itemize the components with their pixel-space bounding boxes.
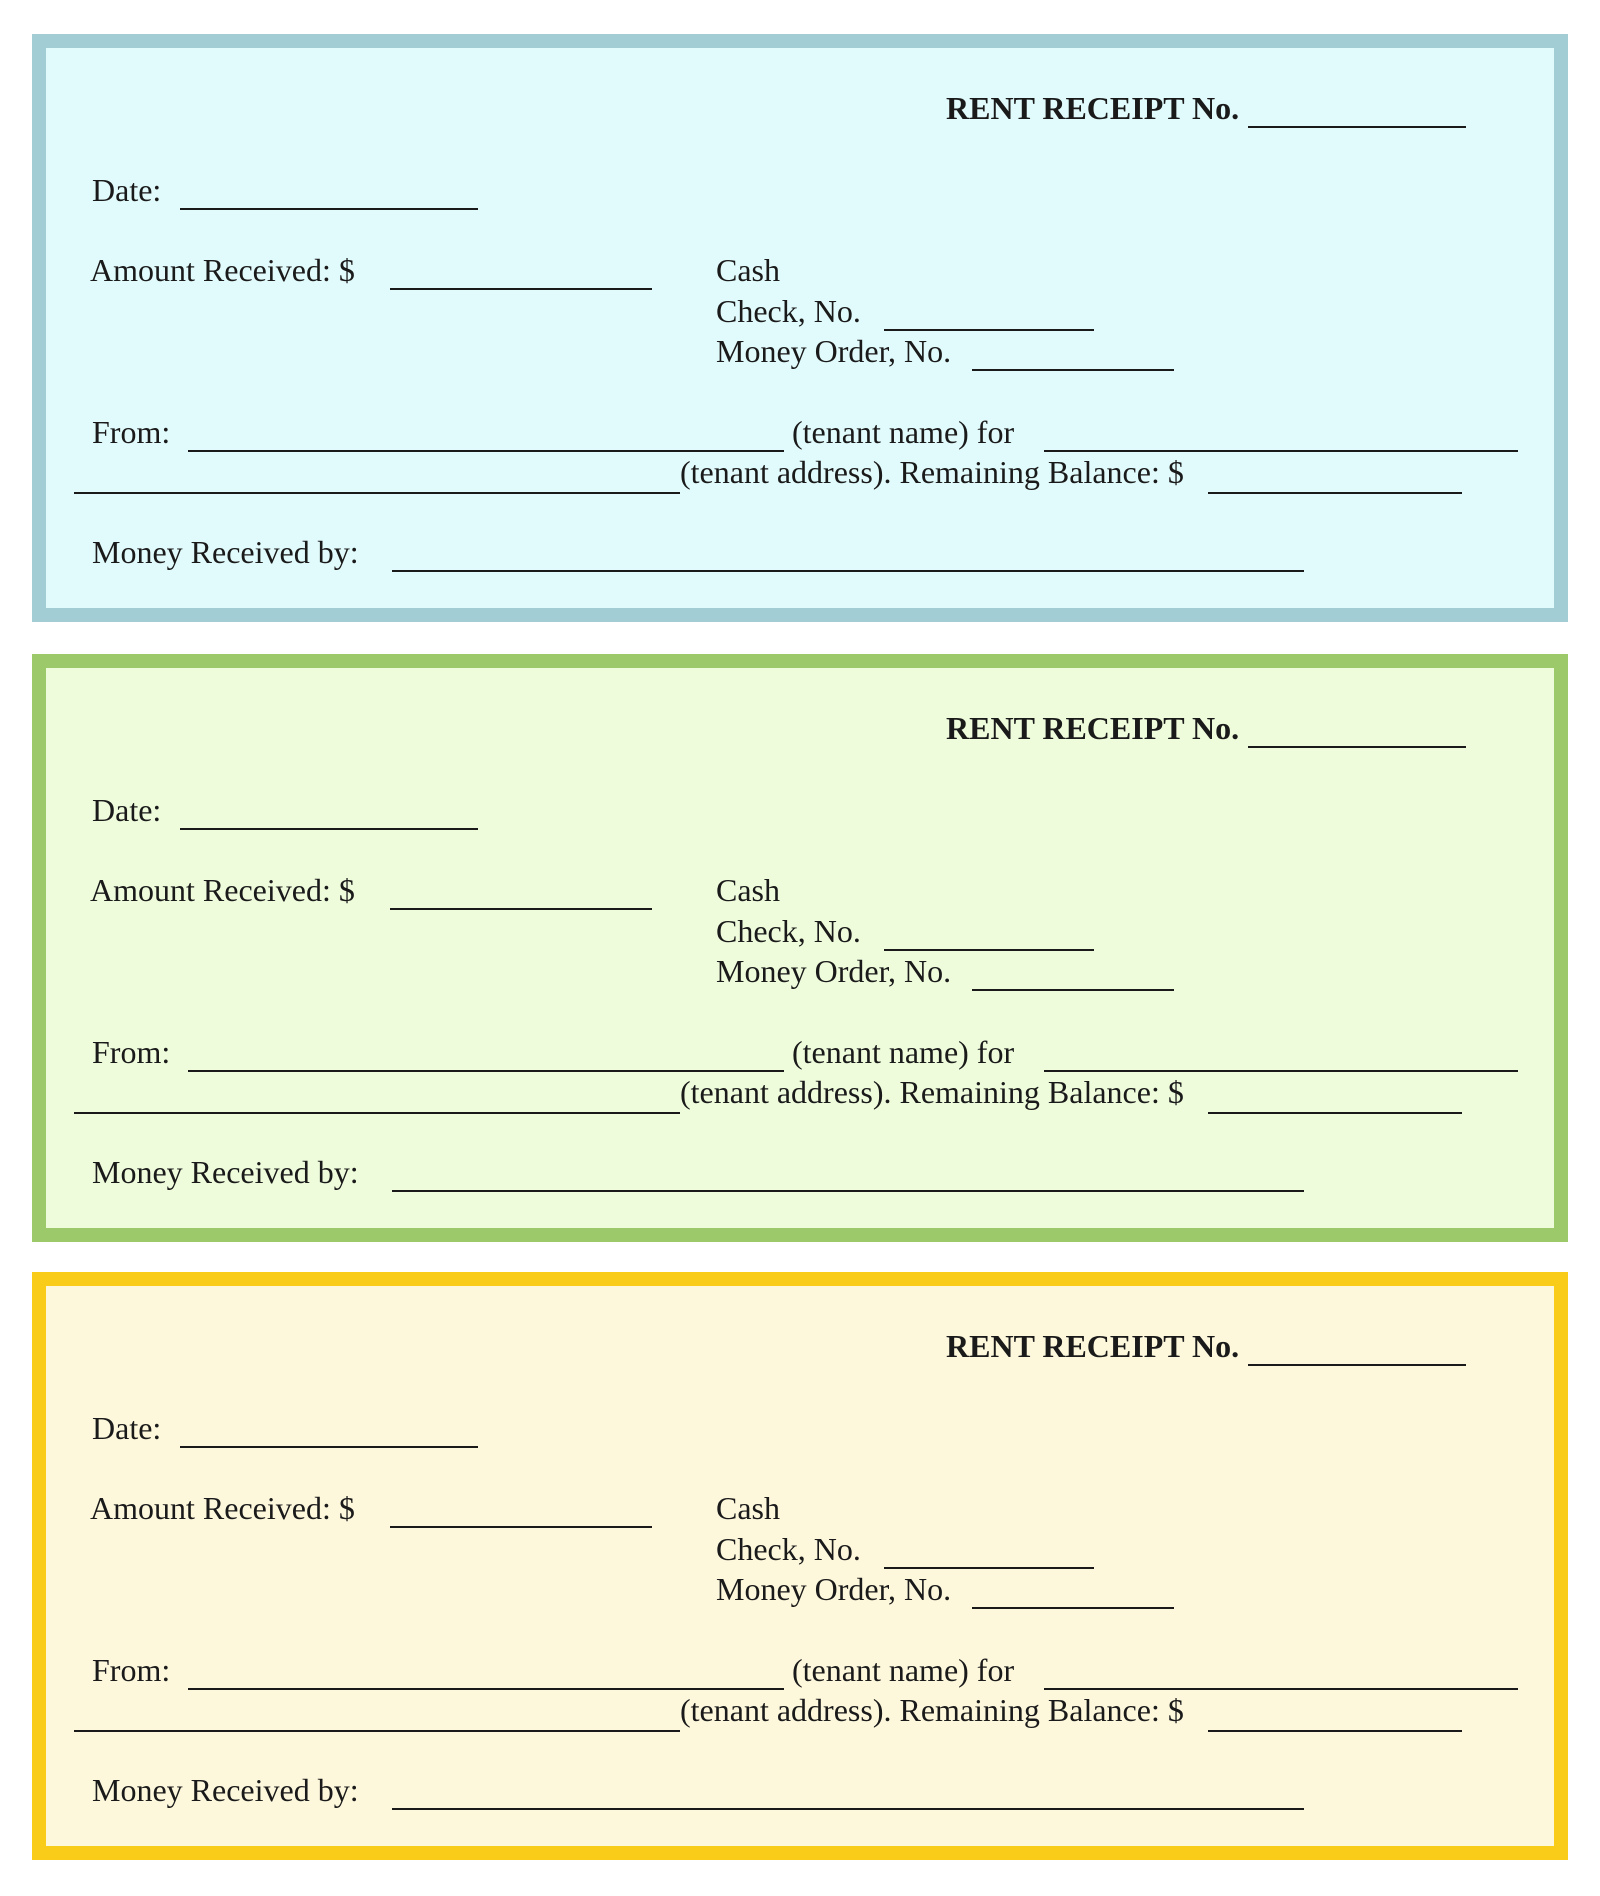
from-label: From: (92, 1034, 171, 1070)
date-blank[interactable] (180, 828, 478, 830)
money-order-number-blank[interactable] (972, 989, 1174, 991)
date-label: Date: (92, 792, 162, 828)
payment-check-label: Check, No. (716, 1531, 861, 1567)
date-blank[interactable] (180, 208, 478, 210)
money-received-by-blank[interactable] (392, 1190, 1304, 1192)
remaining-balance-blank[interactable] (1208, 1730, 1462, 1732)
date-label: Date: (92, 172, 162, 208)
tenant-address-blank[interactable] (74, 1112, 680, 1114)
payment-cash-label: Cash (716, 252, 780, 288)
money-received-by-label: Money Received by: (92, 1154, 359, 1190)
rent-receipt-yellow (32, 1272, 1568, 1860)
money-received-by-blank[interactable] (392, 1808, 1304, 1810)
rent-receipt-green (32, 654, 1568, 1242)
date-blank[interactable] (180, 1446, 478, 1448)
payment-money-order-label: Money Order, No. (716, 1571, 952, 1607)
tenant-name-label: (tenant name) for (792, 1034, 1015, 1070)
receipt-number-blank[interactable] (1248, 126, 1466, 128)
from-label: From: (92, 414, 171, 450)
from-label: From: (92, 1652, 171, 1688)
tenant-address-blank[interactable] (74, 492, 680, 494)
payment-cash-label: Cash (716, 872, 780, 908)
remaining-balance-blank[interactable] (1208, 1112, 1462, 1114)
payment-money-order-label: Money Order, No. (716, 333, 952, 369)
amount-received-label: Amount Received: $ (90, 1490, 355, 1526)
tenant-address-label: (tenant address). Remaining Balance: $ (680, 1074, 1184, 1110)
tenant-address-label: (tenant address). Remaining Balance: $ (680, 454, 1184, 490)
amount-received-label: Amount Received: $ (90, 252, 355, 288)
money-received-by-blank[interactable] (392, 570, 1304, 572)
tenant-name-label: (tenant name) for (792, 414, 1015, 450)
tenant-address-label: (tenant address). Remaining Balance: $ (680, 1692, 1184, 1728)
receipt-number-blank[interactable] (1248, 746, 1466, 748)
receipt-number-blank[interactable] (1248, 1364, 1466, 1366)
receipt-title: RENT RECEIPT No. (946, 710, 1240, 746)
amount-received-blank[interactable] (390, 908, 652, 910)
receipt-title: RENT RECEIPT No. (946, 1328, 1240, 1364)
amount-received-blank[interactable] (390, 288, 652, 290)
receipt-title: RENT RECEIPT No. (946, 90, 1240, 126)
tenant-name-label: (tenant name) for (792, 1652, 1015, 1688)
tenant-address-blank[interactable] (74, 1730, 680, 1732)
remaining-balance-blank[interactable] (1208, 492, 1462, 494)
date-label: Date: (92, 1410, 162, 1446)
amount-received-blank[interactable] (390, 1526, 652, 1528)
money-order-number-blank[interactable] (972, 1607, 1174, 1609)
rent-receipt-blue (32, 34, 1568, 622)
money-order-number-blank[interactable] (972, 369, 1174, 371)
payment-check-label: Check, No. (716, 293, 861, 329)
money-received-by-label: Money Received by: (92, 534, 359, 570)
amount-received-label: Amount Received: $ (90, 872, 355, 908)
money-received-by-label: Money Received by: (92, 1772, 359, 1808)
payment-cash-label: Cash (716, 1490, 780, 1526)
payment-check-label: Check, No. (716, 913, 861, 949)
payment-money-order-label: Money Order, No. (716, 953, 952, 989)
